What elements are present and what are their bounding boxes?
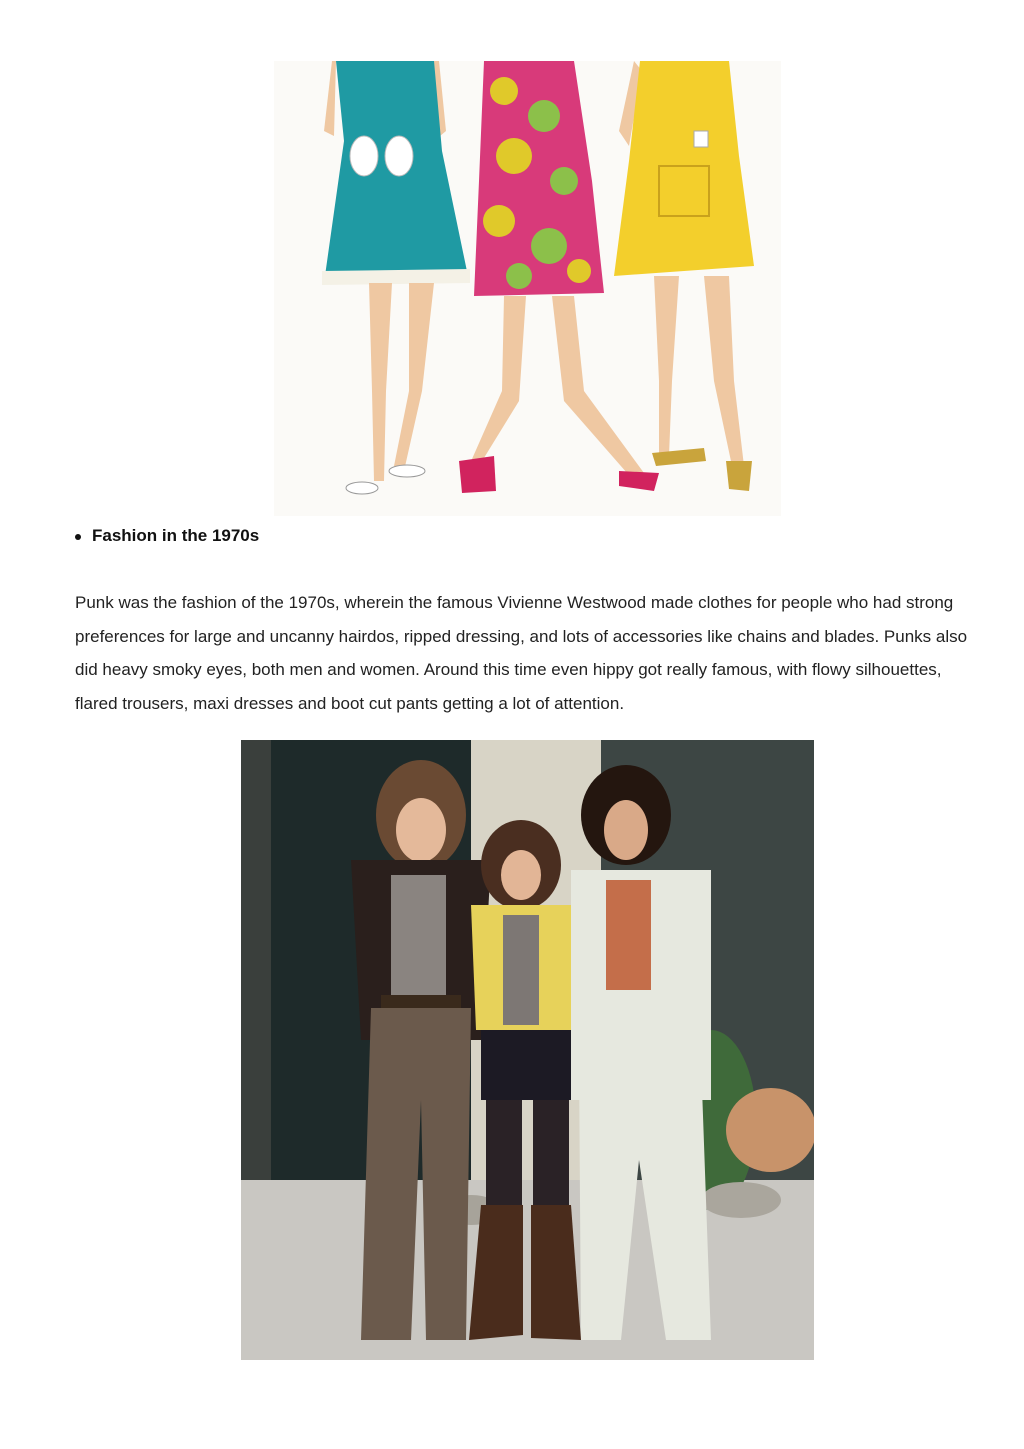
door-pillar	[241, 740, 271, 1180]
fashion-illustration-1960s	[274, 61, 781, 516]
patterned-shirt	[606, 880, 651, 990]
flower-pot	[726, 1088, 814, 1172]
face	[396, 798, 446, 862]
shoe-right	[389, 465, 425, 477]
section-paragraph: Punk was the fashion of the 1970s, wherein the famous Vivienne Westwood made clothes for people who had strong preferences for large and uncanny hairdos, ripped dressing, and lots of accessories like chains and blades. Punks also did heavy smoky eyes, both men and women. Around this time even hippy got really famous, with flowy silhouettes, flared trousers, maxi dresses and boot cut pants getting a lot of attention.	[75, 593, 968, 713]
glove-right	[385, 136, 413, 176]
bullet-icon	[75, 534, 81, 540]
fashion-photo-1970s	[241, 740, 814, 1360]
shoe-left	[346, 482, 378, 494]
shorts	[481, 1030, 576, 1100]
teal-dress-hem	[322, 269, 470, 285]
face	[501, 850, 541, 900]
section-heading-item	[75, 524, 259, 548]
belt	[381, 995, 461, 1009]
gold-shoe-right	[726, 461, 752, 491]
section-list	[75, 524, 259, 548]
grey-top	[503, 915, 539, 1025]
section-heading: Fashion in the 1970s	[92, 526, 260, 545]
rock	[701, 1182, 781, 1218]
wrist-cuff	[694, 131, 708, 147]
tights-right	[533, 1100, 569, 1210]
tights-left	[486, 1100, 522, 1210]
pink-shoe-left	[459, 456, 496, 493]
face	[604, 800, 648, 860]
grey-top	[391, 875, 446, 1000]
glove-left	[350, 136, 378, 176]
